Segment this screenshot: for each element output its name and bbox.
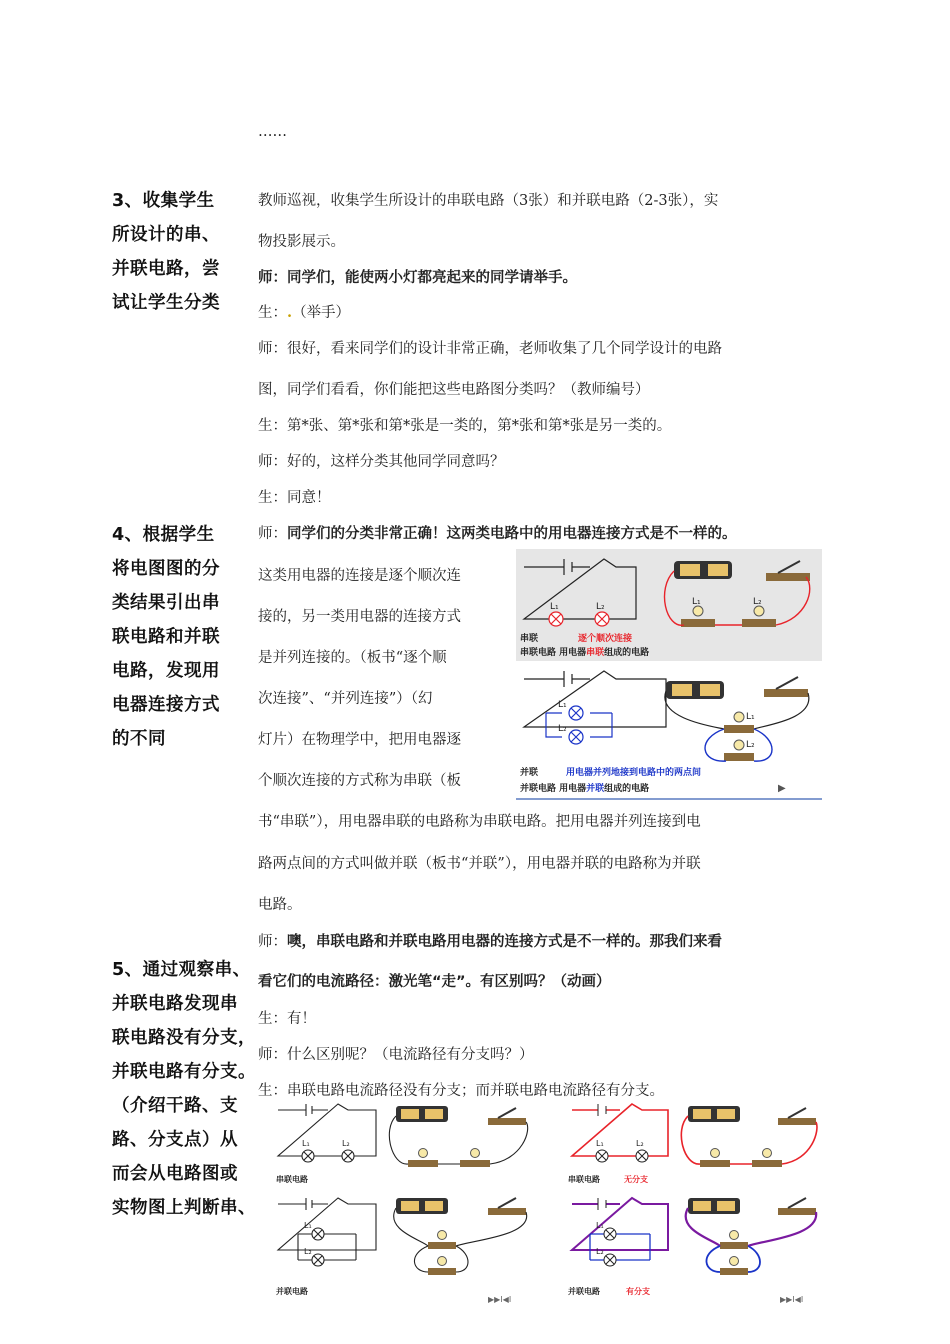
lamp-label-2: L₂ [596,602,605,612]
body-line: 是并列连接的。（板书“逐个顺 [258,650,447,666]
heading-line: 实物图上判断串、 [112,1198,256,1218]
series-caption: 串联电路 用电器串联组成的电路 [520,648,650,658]
speaker-label: 生： [258,305,287,321]
body-line: 师：很好，看来同学们的设计非常正确，老师收集了几个同学设计的电路 [258,341,722,357]
heading-line: 所设计的串、 [112,225,220,245]
series-caption-right: 串联电路 [568,1175,600,1184]
heading-line: 试让学生分类 [112,293,220,313]
svg-text:L₂: L₂ [636,1139,644,1148]
section-4-heading [112,518,252,749]
body-line [258,522,737,543]
heading-line: 联电路没有分支， [112,1028,256,1048]
heading-line: 类结果引出串 [112,593,220,613]
figure-series-parallel-slide [516,549,822,801]
svg-text:L₁: L₁ [558,700,567,710]
heading-line: 路、分支点）从 [112,1130,238,1150]
parallel-schematic-left [278,1198,376,1266]
body-line: 生：同意！ [258,490,331,506]
series-physical-right [681,1106,817,1167]
heading-line: 并联电路有分支。 [112,1062,256,1082]
parallel-caption: 并联电路 用电器并联组成的电路 [520,784,650,794]
body-line: 师：同学们，能使两小灯都亮起来的同学请举手。 [258,270,577,286]
body-line: 师：好的，这样分类其他同学同意吗？ [258,454,505,470]
svg-text:L₂: L₂ [304,1247,312,1256]
body-line: 这类用电器的连接是逐个顺次连 [258,568,461,584]
svg-text:L₂: L₂ [342,1139,350,1148]
body-line: 生：串联电路电流路径没有分支；而并联电路电流路径有分支。 [258,1083,664,1099]
lamp-label-1: L₁ [550,602,559,612]
body-line: 接的，另一类用电器的连接方式 [258,609,461,625]
series-label: 串联 [520,634,539,644]
heading-line: 将电图图的分 [112,559,220,579]
speaker-label: 师： [258,934,287,950]
parallel-physical-left [394,1198,527,1275]
heading-line: 5、通过观察串、 [112,960,251,980]
heading-line: 联电路和并联 [112,627,220,647]
svg-text:L₁: L₁ [304,1221,312,1230]
playback-controls-left: ▶▶I◀I [488,1295,512,1304]
body-line: 个顺次连接的方式称为串联（板 [258,773,461,789]
body-text: 噢，串联电路和并联电路用电器的连接方式是不一样的。那我们来看 [287,934,722,950]
heading-line: 并联电路发现串 [112,994,238,1014]
parallel-physical-right [686,1198,817,1275]
playback-controls-right: ▶▶I◀I [780,1295,804,1304]
section-5-heading [112,953,262,1225]
body-line: 师：什么区别呢？（电流路径有分支吗？） [258,1047,534,1063]
body-line: 教师巡视，收集学生所设计的串联电路（3张）和并联电路（2-3张），实 [258,193,719,209]
svg-text:L₁: L₁ [596,1139,604,1148]
svg-text:L₂: L₂ [558,724,567,734]
figure-current-path-slides [272,1100,820,1308]
svg-text:L₁: L₁ [692,597,701,607]
yellow-dot: . [287,304,293,321]
svg-text:L₂: L₂ [596,1247,604,1256]
body-text: （举手） [292,305,351,321]
heading-line: 电器连接方式 [112,695,220,715]
body-line: 次连接”、“并列连接”）（幻 [258,691,433,707]
body-line: 书“串联”），用电器串联的电路称为串联电路。把用电器并列连接到电 [258,814,701,830]
series-caption-left: 串联电路 [276,1175,308,1184]
parallel-schematic-right [572,1198,668,1250]
figure-1-svg [516,549,822,801]
heading-line: 电路，发现用 [112,661,220,681]
series-physical-left [389,1106,527,1167]
ellipsis-text: …… [258,124,287,140]
heading-line: 并联电路，尝 [112,259,220,279]
body-line: 生：有！ [258,1011,316,1027]
body-line: 生：第*张、第*张和第*张是一类的，第*张和第*张是另一类的。 [258,418,672,434]
svg-text:L₂: L₂ [746,740,755,750]
no-branch-label: 无分支 [624,1175,648,1184]
parallel-caption-left: 并联电路 [276,1287,308,1296]
body-line: 路两点间的方式叫做并联（板书“并联”），用电器并联的电路称为并联 [258,856,701,872]
speaker-label: 师： [258,526,287,542]
play-icon: ▶ [778,783,786,794]
body-line [258,301,350,322]
heading-line: 4、根据学生 [112,525,215,545]
series-note: 逐个顺次连接 [578,634,633,644]
body-line: 物投影展示。 [258,234,345,250]
heading-line: （介绍干路、支 [112,1096,238,1116]
heading-line: 而会从电路图或 [112,1164,238,1184]
parallel-note: 用电器并列地接到电路中的两点间 [566,768,702,778]
body-line [258,930,722,951]
svg-text:L₁: L₁ [746,712,755,722]
series-schematic-right [572,1104,668,1156]
heading-line: 3、收集学生 [112,191,215,211]
body-line: 电路。 [258,897,302,913]
body-text: 同学们的分类非常正确！这两类电路中的用电器连接方式是不一样的。 [287,526,737,542]
series-panel-bg [516,549,822,661]
parallel-label: 并联 [520,768,539,778]
heading-line: 的不同 [112,729,166,749]
series-schematic-left [278,1104,376,1162]
body-line: 图，同学们看看，你们能把这些电路图分类吗？（教师编号） [258,382,650,398]
svg-text:L₁: L₁ [596,1221,604,1230]
has-branch-label: 有分支 [626,1287,650,1296]
parallel-caption-right: 并联电路 [568,1287,600,1296]
body-line: 看它们的电流路径：激光笔“走”。有区别吗？（动画） [258,974,611,990]
svg-text:L₂: L₂ [753,597,762,607]
svg-text:L₁: L₁ [302,1139,310,1148]
body-line: 灯片）在物理学中，把用电器逐 [258,732,461,748]
section-3-heading [112,184,252,320]
figure-2-svg [272,1100,820,1308]
